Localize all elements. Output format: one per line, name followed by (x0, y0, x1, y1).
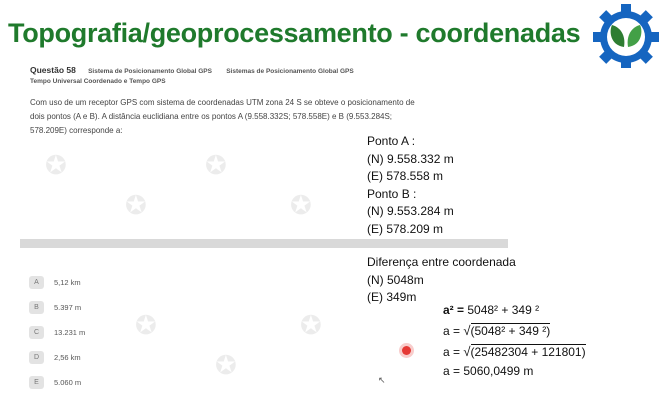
option-letter: C (29, 326, 44, 339)
mouse-cursor-icon: ↖ (378, 375, 386, 385)
calc-lhs: a = (443, 324, 464, 338)
note-line: (E) 349m (367, 290, 417, 304)
option-text: 5.060 m (54, 377, 82, 387)
question-tag[interactable]: Sistemas de Posicionamento Global GPS (226, 68, 354, 75)
pointer-highlight-icon (402, 346, 411, 355)
option-letter: D (29, 351, 44, 364)
points-notes (367, 133, 454, 238)
note-line: (N) 9.553.284 m (367, 204, 454, 218)
watermark-icon: ✪ (45, 150, 67, 180)
sqrt-icon: √ (463, 344, 471, 359)
option-letter: B (29, 301, 44, 314)
option-text: 2,56 km (54, 352, 81, 362)
statement-line: 578.209E) corresponde a: (30, 126, 123, 135)
calc-line-4: a = 5060,0499 m (443, 364, 534, 378)
calc-lhs: a² = (443, 303, 465, 317)
statement-line: Com uso de um receptor GPS com sistema de coordenadas UTM zona 24 S se obteve o posicionamento de (30, 98, 415, 107)
watermark-icon: ✪ (290, 190, 312, 220)
calc-radicand: (5048² + 349 ²) (470, 324, 551, 338)
question-statement (30, 96, 490, 138)
calc-line-3 (443, 344, 586, 359)
option-text: 5.397 m (54, 302, 82, 312)
note-line: (N) 5048m (367, 272, 424, 287)
section-divider (20, 239, 508, 248)
note-line: (N) 9.558.332 m (367, 151, 454, 166)
option-letter: A (29, 276, 44, 289)
calc-line-1 (443, 303, 539, 317)
option-text: 5,12 km (54, 277, 81, 287)
answer-option-c[interactable] (29, 325, 85, 339)
option-letter: E (29, 376, 44, 389)
answer-option-d[interactable] (29, 350, 81, 364)
note-line: Ponto A : (367, 134, 416, 148)
answer-option-a[interactable] (29, 275, 81, 289)
question-number: Questão 58 (30, 65, 76, 75)
question-header (30, 65, 366, 75)
sqrt-icon: √ (463, 323, 471, 338)
page-title: Topografia/geoprocessamento - coordenadas (8, 18, 581, 48)
option-text: 13.231 m (54, 327, 86, 337)
difference-notes (367, 254, 516, 307)
statement-line: dois pontos (A e B). A distância euclidiana entre os pontos A (9.558.332S; 578.558E) e B (9.553.284S; (30, 112, 393, 121)
answer-option-b[interactable] (29, 300, 81, 314)
question-tag[interactable]: Tempo Universal Coordenado e Tempo GPS (30, 78, 166, 85)
note-line: (E) 578.558 m (367, 169, 444, 183)
note-line: (E) 578.209 m (367, 221, 444, 236)
watermark-icon: ✪ (215, 350, 237, 380)
watermark-icon: ✪ (135, 310, 157, 340)
watermark-icon: ✪ (300, 310, 322, 340)
calc-rhs: 5048² + 349 ² (464, 303, 540, 317)
answer-option-e[interactable] (29, 375, 81, 389)
watermark-icon: ✪ (205, 150, 227, 180)
calc-line-2 (443, 323, 550, 338)
calc-radicand: (25482304 + 121801) (470, 345, 586, 359)
calc-lhs: a = (443, 345, 464, 359)
gear-leaf-logo-icon (586, 0, 659, 68)
note-line: Ponto B : (367, 186, 417, 201)
note-line: Diferença entre coordenada (367, 255, 516, 269)
question-tag[interactable]: Sistema de Posicionamento Global GPS (88, 68, 212, 75)
watermark-icon: ✪ (125, 190, 147, 220)
